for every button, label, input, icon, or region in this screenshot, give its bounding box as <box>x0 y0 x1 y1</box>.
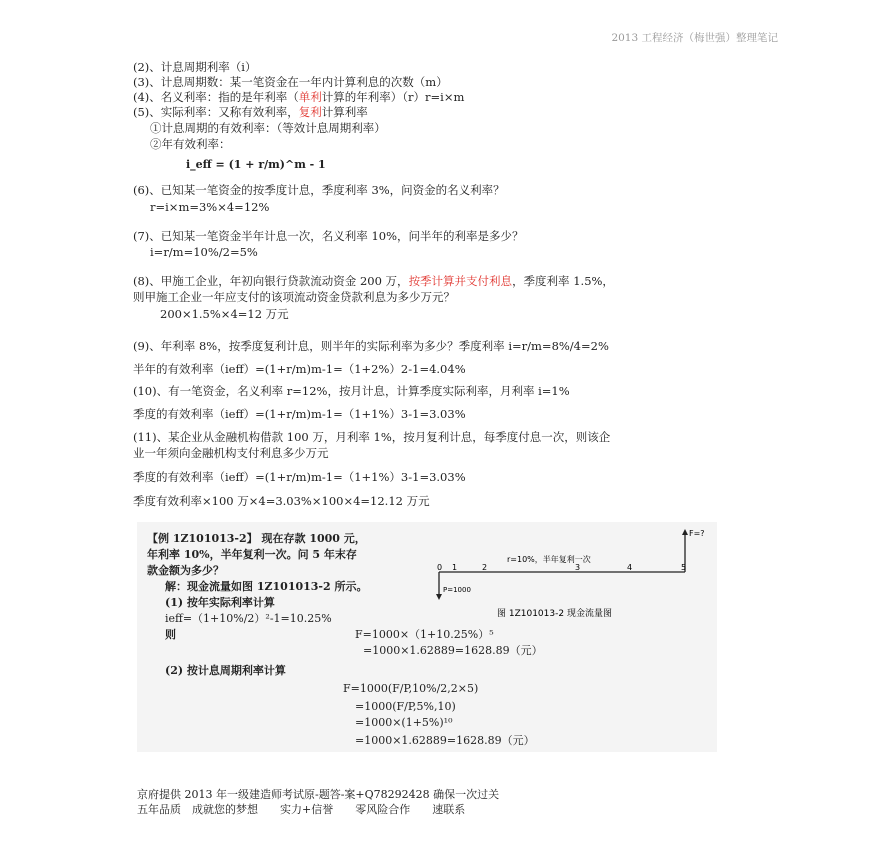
example-text: 年利率 10%，半年复利一次。问 5 年末存 <box>147 548 357 561</box>
solution-step: (2) 按计息周期利率计算 <box>165 664 286 677</box>
tick-label: 0 <box>437 563 443 572</box>
example-image <box>137 522 717 752</box>
text-line <box>133 90 464 104</box>
rate-label: r=10%，半年复利一次 <box>507 555 591 564</box>
text-line: (7)、已知某一笔资金半年计息一次，名义利率 10%，问半年的利率是多少？ <box>133 229 524 243</box>
text-line: 季度有效利率×100 万×4=3.03%×100×4=12.12 万元 <box>133 494 430 508</box>
example-title: 【例 1Z101013-2】 现在存款 1000 元， <box>147 532 366 545</box>
text-line <box>133 105 368 119</box>
text-span: (4)、名义利率：指的是年利率（ <box>133 90 299 104</box>
text-span: (5)、实际利率：又称有效利率， <box>133 105 299 119</box>
text-span: ，季度利率 1.5%， <box>512 274 614 288</box>
solution-formula: ieff=（1+10%/2）²-1=10.25% <box>165 612 332 625</box>
highlight-text: 复利 <box>298 105 322 119</box>
text-line: (6)、已知某一笔资金的按季度计息，季度利率 3%，问资金的名义利率？ <box>133 183 505 197</box>
text-line: (9)、年利率 8%，按季度复利计息，则半年的实际利率为多少？季度利率 i=r/m=8%/4=2% <box>133 339 609 353</box>
arrow-head <box>682 529 688 535</box>
text-line: 季度的有效利率（ieff）=(1+r/m)m-1=（1+1%）3-1=3.03% <box>133 407 466 421</box>
page-header: 2013 工程经济（梅世强）整理笔记 <box>611 32 778 44</box>
figure-caption: 图 1Z101013-2 现金流量图 <box>497 609 612 619</box>
text-line: (3)、计息周期数：某一笔资金在一年内计算利息的次数（m） <box>133 75 448 89</box>
solution-formula: F=1000×（1+10.25%）⁵ <box>355 628 494 641</box>
text-line: r=i×m=3%×4=12% <box>150 200 270 214</box>
text-line <box>133 274 614 288</box>
footer-line: 京府提供 2013 年一级建造师考试原-题答-案+Q78292428 确保一次过关 <box>137 788 500 801</box>
text-line: ①计息周期的有效利率：（等效计息周期利率） <box>150 121 386 135</box>
solution-text: 则 <box>165 628 176 641</box>
solution-formula: =1000(F/P,5%,10) <box>355 700 456 713</box>
solution-text: 解：现金流量如图 1Z101013-2 所示。 <box>165 580 368 593</box>
example-text: 款金额为多少？ <box>147 564 224 577</box>
text-line: 则甲施工企业一年应支付的该项流动资金贷款利息为多少万元？ <box>133 290 455 304</box>
text-line: 半年的有效利率（ieff）=(1+r/m)m-1=（1+2%）2-1=4.04% <box>133 362 466 376</box>
solution-formula: =1000×(1+5%)¹⁰ <box>355 716 453 729</box>
text-line: 业一年须向金融机构支付利息多少万元 <box>133 446 329 460</box>
formula: i_eff = (1 + r/m)^m - 1 <box>186 158 326 171</box>
text-line: 季度的有效利率（ieff）=(1+r/m)m-1=（1+1%）3-1=3.03% <box>133 470 466 484</box>
text-line: (10)、有一笔资金，名义利率 r=12%，按月计息，计算季度实际利率，月利率 i=1% <box>133 384 570 398</box>
arrow-head <box>436 594 442 600</box>
future-value-label: F=? <box>689 529 705 538</box>
solution-formula: =1000×1.62889=1628.89（元） <box>363 644 543 657</box>
tick-label: 5 <box>681 563 687 572</box>
solution-step: (1) 按年实际利率计算 <box>165 596 275 609</box>
text-span: 计算的年利率）（r）r=i×m <box>321 90 465 104</box>
solution-formula: F=1000(F/P,10%/2,2×5) <box>343 682 479 695</box>
text-line: (2)、计息周期利率（i） <box>133 60 257 74</box>
present-value-label: P=1000 <box>443 586 471 594</box>
text-line: i=r/m=10%/2=5% <box>150 245 258 259</box>
solution-formula: =1000×1.62889=1628.89（元） <box>355 734 535 747</box>
text-line: ②年有效利率： <box>150 137 231 151</box>
highlight-text: 单利 <box>298 90 322 104</box>
text-line: 200×1.5%×4=12 万元 <box>160 307 289 321</box>
text-span: (8)、甲施工企业，年初向银行贷款流动资金 200 万， <box>133 274 409 288</box>
tick-label: 2 <box>482 563 488 572</box>
highlight-text: 按季计算并支付利息 <box>408 274 513 288</box>
text-line: (11)、某企业从金融机构借款 100 万，月利率 1%，按月复利计息，每季度付息一次，则该企 <box>133 430 611 444</box>
tick-label: 4 <box>627 563 633 572</box>
cash-flow-diagram <box>427 522 717 627</box>
text-span: 计算利率 <box>321 105 368 119</box>
tick-label: 1 <box>452 563 458 572</box>
tick-label: 3 <box>575 563 581 572</box>
footer-line: 五年品质 成就您的梦想 实力+信誉 零风险合作 速联系 <box>137 803 466 816</box>
